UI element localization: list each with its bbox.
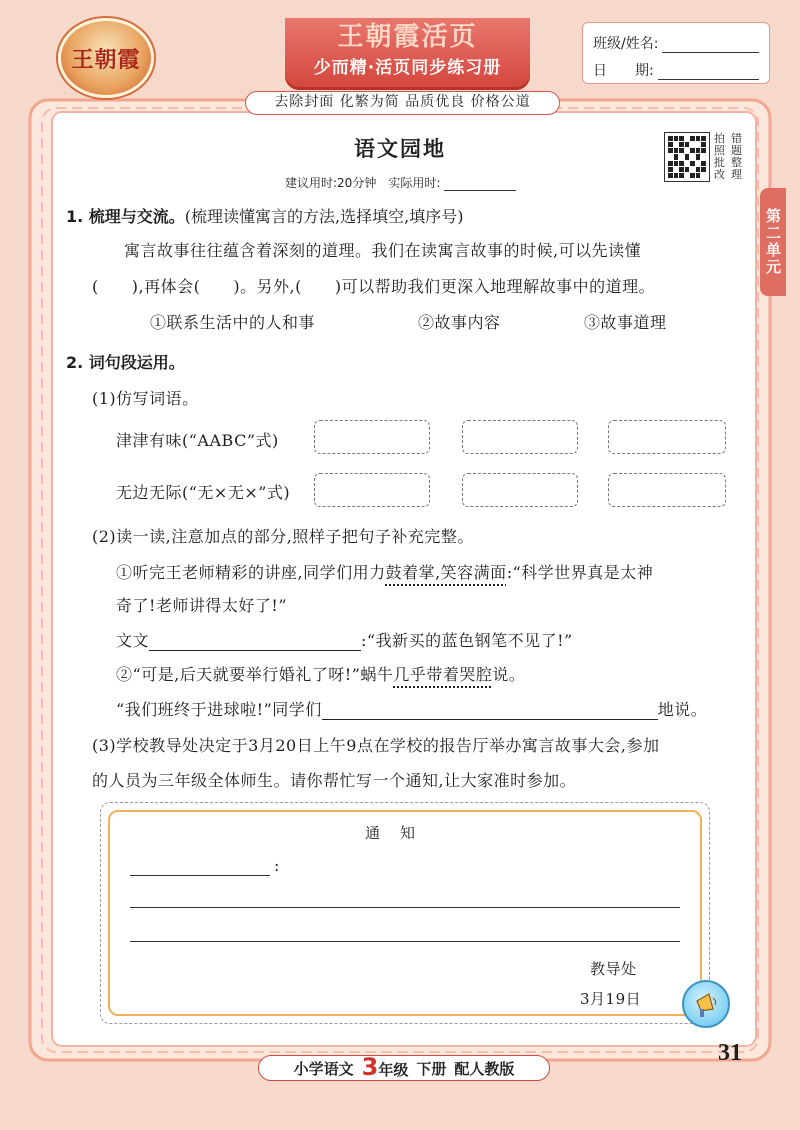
q1-heading bbox=[66, 204, 463, 227]
word-answer-box[interactable] bbox=[462, 420, 578, 454]
word-answer-box[interactable] bbox=[608, 473, 726, 507]
ex1-text-post: :“科学世界真是太神 bbox=[506, 563, 654, 582]
example-1-line2: 奇了!老师讲得太好了!” bbox=[116, 596, 288, 615]
q1-option-3: ③故事道理 bbox=[584, 313, 667, 332]
megaphone-icon bbox=[682, 980, 730, 1028]
word-answer-box[interactable] bbox=[314, 473, 430, 507]
qr-label: 题 bbox=[731, 144, 742, 157]
qr-label: 照 bbox=[714, 144, 725, 157]
footer-grade-suffix: 年级 bbox=[378, 1060, 409, 1079]
time-label: 建议用时:20分钟 实际用时: bbox=[285, 176, 441, 190]
q2-sub2: (2)读一读,注意加点的部分,照样子把句子补充完整。 bbox=[92, 527, 474, 546]
footer-banner bbox=[258, 1052, 550, 1081]
q1-line1: 寓言故事往往蕴含着深刻的道理。我们在读寓言故事的时候,可以先读懂 bbox=[124, 241, 642, 260]
notice-body-line[interactable] bbox=[130, 907, 680, 908]
slogan: 去除封面 化繁为简 品质优良 价格公道 bbox=[245, 91, 560, 115]
date-field[interactable] bbox=[658, 62, 759, 80]
fill1-suffix: :“我新买的蓝色钢笔不见了!” bbox=[361, 631, 573, 650]
footer-subject: 小学语文 bbox=[293, 1059, 354, 1078]
ex2-text: ②“可是,后天就要举行婚礼了呀!”蜗牛 bbox=[116, 665, 394, 684]
unit-side-tab: 第二单元 bbox=[760, 188, 786, 296]
qr-label: 整 bbox=[731, 156, 742, 169]
notice-title: 通知 bbox=[364, 824, 435, 842]
word-row-1-label: 津津有味(“AABC”式) bbox=[116, 431, 279, 450]
date-label: 日 期: bbox=[593, 63, 654, 79]
q1-instruction: (梳理读懂寓言的方法,选择填空,填序号) bbox=[184, 207, 464, 226]
student-info-box bbox=[582, 22, 770, 84]
fill2-prefix: “我们班终于进球啦!”同学们 bbox=[116, 700, 322, 719]
page-title: 语文园地 bbox=[354, 137, 446, 161]
ex2-dotted-text: 几乎带着哭腔 bbox=[393, 665, 493, 684]
fill-2-line bbox=[116, 697, 707, 720]
fill-1-line bbox=[116, 628, 573, 651]
example-1-line1 bbox=[116, 560, 746, 583]
q1-option-2: ②故事内容 bbox=[418, 313, 501, 332]
fill1-blank[interactable] bbox=[149, 633, 361, 651]
qr-label: 改 bbox=[714, 168, 725, 181]
qr-code-icon[interactable] bbox=[664, 132, 710, 182]
q1-head-text: 1. 梳理与交流。 bbox=[66, 207, 185, 226]
ex2-text-post: 说。 bbox=[492, 665, 526, 684]
qr-label: 批 bbox=[714, 156, 725, 169]
q2-sub3-line2: 的人员为三年级全体师生。请你帮忙写一个通知,让大家准时参加。 bbox=[92, 771, 577, 790]
logo-text: 王朝霞 bbox=[71, 46, 141, 73]
ex1-text: ①听完王老师精彩的讲座,同学们用力 bbox=[116, 563, 386, 582]
brand-title: 王朝霞活页 bbox=[337, 22, 478, 52]
word-answer-box[interactable] bbox=[608, 420, 726, 454]
notice-body-line[interactable] bbox=[130, 941, 680, 942]
q2-heading: 2. 词句段运用。 bbox=[66, 353, 185, 372]
fill1-prefix: 文文 bbox=[116, 631, 150, 650]
footer-volume: 下册 bbox=[416, 1059, 447, 1078]
q2-sub3-line1: (3)学校教导处决定于3月20日上午9点在学校的报告厅举办寓言故事大会,参加 bbox=[92, 736, 660, 755]
word-answer-box[interactable] bbox=[462, 473, 578, 507]
notice-signer: 教导处 bbox=[590, 960, 637, 978]
page-number: 31 bbox=[718, 1040, 742, 1066]
notice-colon: : bbox=[274, 856, 280, 875]
q1-line2: ( ),再体会( )。另外,( )可以帮助我们更深入地理解故事中的道理。 bbox=[92, 277, 656, 296]
example-2-line bbox=[116, 662, 525, 685]
actual-time-field[interactable] bbox=[444, 179, 516, 191]
word-answer-box[interactable] bbox=[314, 420, 430, 454]
qr-labels bbox=[714, 133, 746, 181]
time-line bbox=[285, 174, 516, 191]
qr-label: 错 bbox=[731, 132, 742, 145]
footer-edition: 配人教版 bbox=[454, 1059, 515, 1078]
qr-label: 拍 bbox=[714, 132, 725, 145]
notice-date: 3月19日 bbox=[580, 990, 642, 1008]
word-row-2-label: 无边无际(“无×无×”式) bbox=[116, 483, 291, 502]
ex1-dotted-text: 鼓着掌,笑容满面 bbox=[385, 563, 507, 582]
class-name-field[interactable] bbox=[662, 35, 759, 53]
fill2-blank[interactable] bbox=[322, 702, 658, 720]
class-name-label: 班级/姓名: bbox=[593, 36, 659, 52]
qr-label: 理 bbox=[731, 168, 742, 181]
notice-recipient-line[interactable] bbox=[130, 875, 270, 876]
q1-option-1: ①联系生活中的人和事 bbox=[150, 313, 316, 332]
brand-logo bbox=[58, 18, 154, 98]
footer-grade-number: 3 bbox=[361, 1052, 379, 1081]
brand-banner bbox=[285, 18, 530, 90]
fill2-suffix: 地说。 bbox=[657, 700, 708, 719]
q2-sub1: (1)仿写词语。 bbox=[92, 389, 199, 408]
brand-subtitle: 少而精·活页同步练习册 bbox=[313, 58, 502, 78]
